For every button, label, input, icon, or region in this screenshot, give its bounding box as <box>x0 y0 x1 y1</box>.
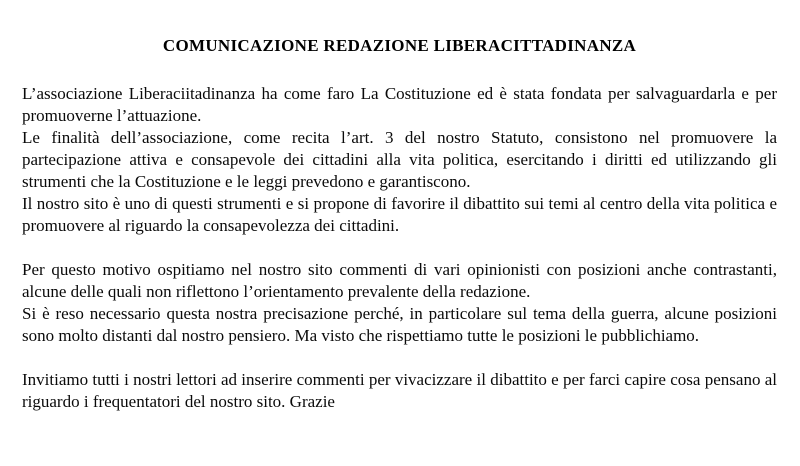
document-title: COMUNICAZIONE REDAZIONE LIBERACITTADINANZA <box>162 36 637 55</box>
text-block-2 <box>22 259 777 347</box>
paragraph-3: Il nostro sito è uno di questi strumenti e si propone di favorire il dibattito sui temi al centro della vita politica e promuovere al riguardo la consapevolezza dei cittadini. <box>22 194 777 235</box>
document-body <box>22 83 777 413</box>
text-block-1 <box>22 83 777 237</box>
paragraph-6: Invitiamo tutti i nostri lettori ad inserire commenti per vivacizzare il dibattito e per farci capire cosa pensano al riguardo i frequentatori del nostro sito. Grazie <box>22 370 777 411</box>
paragraph-1: L’associazione Liberaciitadinanza ha come faro La Costituzione ed è stata fondata per salvaguardarla e per promuoverne l’attuazione. <box>22 84 777 125</box>
text-block-3 <box>22 369 777 413</box>
paragraph-5: Si è reso necessario questa nostra precisazione perché, in particolare sul tema della guerra, alcune posizioni sono molto distanti dal nostro pensiero. Ma visto che rispettiamo tutte le posizioni le pubblichiamo. <box>22 304 777 345</box>
paragraph-2: Le finalità dell’associazione, come recita l’art. 3 del nostro Statuto, consistono nel promuovere la partecipazione attiva e consapevole dei cittadini alla vita politica, esercitando i diritti ed utilizzando gli strumenti che la Costituzione e le leggi prevedono e garantiscono. <box>22 128 777 191</box>
paragraph-4: Per questo motivo ospitiamo nel nostro sito commenti di vari opinionisti con posizioni anche contrastanti, alcune delle quali non riflettono l’orientamento prevalente della redazione. <box>22 260 777 301</box>
